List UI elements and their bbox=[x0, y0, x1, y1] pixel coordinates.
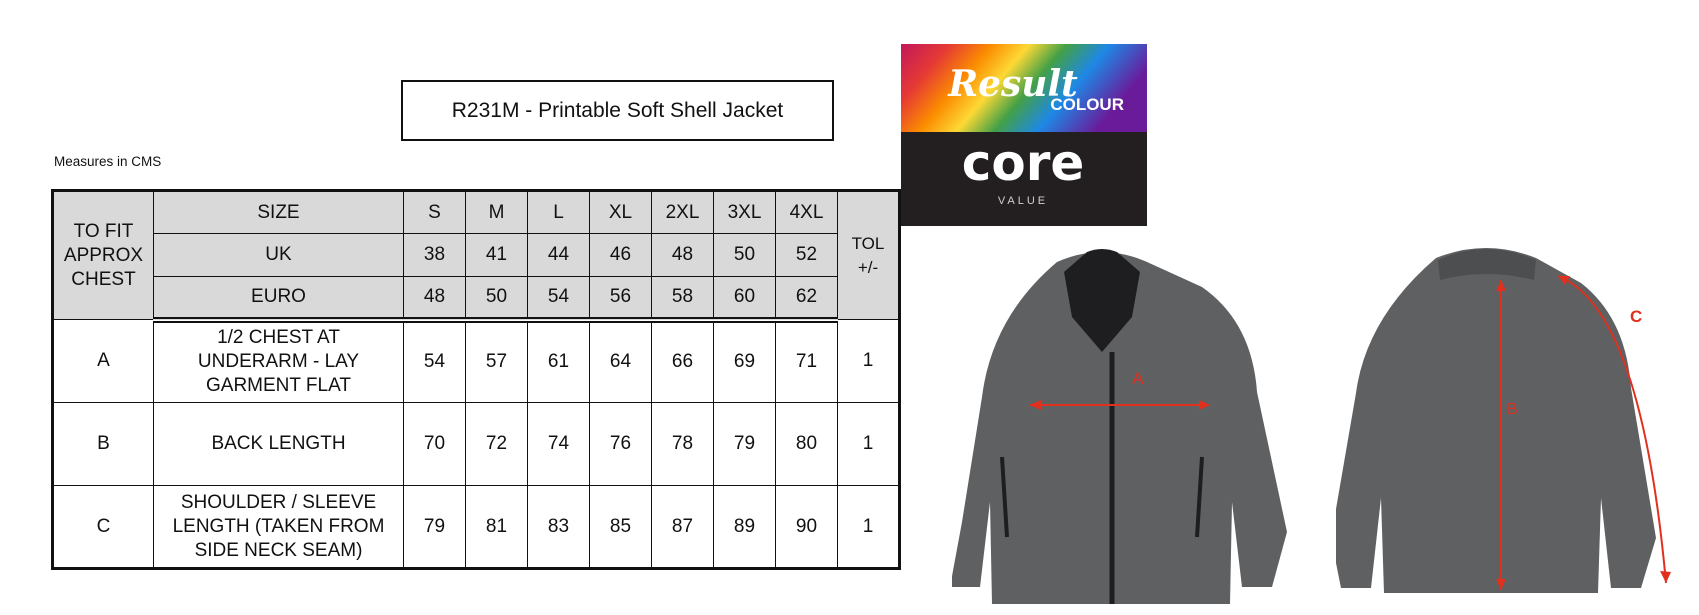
value-cell: 80 bbox=[776, 403, 838, 486]
value-cell: 66 bbox=[652, 320, 714, 403]
svg-text:core: core bbox=[961, 134, 1085, 192]
table-row bbox=[53, 403, 900, 486]
value-cell: 89 bbox=[714, 486, 776, 569]
euro-cell: 62 bbox=[776, 277, 838, 320]
value-cell: 70 bbox=[404, 403, 466, 486]
tolerance-cell: 1 bbox=[838, 320, 900, 403]
value-cell: 79 bbox=[404, 486, 466, 569]
uk-cell: 44 bbox=[528, 234, 590, 277]
product-title-text: R231M - Printable Soft Shell Jacket bbox=[451, 98, 784, 122]
value-cell: 74 bbox=[528, 403, 590, 486]
table-row bbox=[53, 320, 900, 403]
value-cell: 57 bbox=[466, 320, 528, 403]
row-code: B bbox=[53, 403, 154, 486]
row-description: BACK LENGTH bbox=[154, 403, 404, 486]
product-title bbox=[401, 80, 834, 141]
value-cell: 79 bbox=[714, 403, 776, 486]
size-cell: XL bbox=[590, 191, 652, 234]
table-row bbox=[53, 486, 900, 569]
tolerance-cell: 1 bbox=[838, 486, 900, 569]
value-cell: 54 bbox=[404, 320, 466, 403]
value-cell: 72 bbox=[466, 403, 528, 486]
svg-text:VALUE: VALUE bbox=[997, 195, 1049, 207]
size-cell: 2XL bbox=[652, 191, 714, 234]
euro-header: EURO bbox=[154, 277, 404, 320]
jacket-back-image bbox=[1336, 238, 1676, 612]
size-cell: 4XL bbox=[776, 191, 838, 234]
uk-cell: 50 bbox=[714, 234, 776, 277]
value-cell: 71 bbox=[776, 320, 838, 403]
result-core-logo bbox=[901, 44, 1147, 226]
uk-cell: 48 bbox=[652, 234, 714, 277]
euro-cell: 56 bbox=[590, 277, 652, 320]
uk-header: UK bbox=[154, 234, 404, 277]
euro-cell: 48 bbox=[404, 277, 466, 320]
value-cell: 64 bbox=[590, 320, 652, 403]
units-note: Measures in CMS bbox=[54, 154, 162, 169]
euro-cell: 58 bbox=[652, 277, 714, 320]
uk-cell: 46 bbox=[590, 234, 652, 277]
row-code: A bbox=[53, 320, 154, 403]
euro-cell: 60 bbox=[714, 277, 776, 320]
value-cell: 85 bbox=[590, 486, 652, 569]
row-code: C bbox=[53, 486, 154, 569]
size-cell: 3XL bbox=[714, 191, 776, 234]
uk-cell: 38 bbox=[404, 234, 466, 277]
jacket-front-image bbox=[952, 232, 1292, 612]
measure-label-c: C bbox=[1630, 307, 1643, 326]
row-description: SHOULDER / SLEEVE LENGTH (TAKEN FROM SIDE NECK SEAM) bbox=[154, 486, 404, 569]
svg-text:Result: Result bbox=[948, 63, 1078, 105]
size-chart-table bbox=[51, 189, 901, 570]
uk-cell: 41 bbox=[466, 234, 528, 277]
size-cell: L bbox=[528, 191, 590, 234]
measure-label-b: B bbox=[1507, 401, 1518, 418]
size-header: SIZE bbox=[154, 191, 404, 234]
value-cell: 83 bbox=[528, 486, 590, 569]
value-cell: 61 bbox=[528, 320, 590, 403]
euro-cell: 54 bbox=[528, 277, 590, 320]
fit-chest-header: TO FIT APPROX CHEST bbox=[53, 191, 154, 320]
svg-text:COLOUR: COLOUR bbox=[1050, 95, 1124, 114]
tolerance-header: TOL +/- bbox=[838, 191, 900, 320]
value-cell: 76 bbox=[590, 403, 652, 486]
size-cell: S bbox=[404, 191, 466, 234]
uk-cell: 52 bbox=[776, 234, 838, 277]
row-description: 1/2 CHEST AT UNDERARM - LAY GARMENT FLAT bbox=[154, 320, 404, 403]
value-cell: 87 bbox=[652, 486, 714, 569]
size-cell: M bbox=[466, 191, 528, 234]
measure-label-a: A bbox=[1132, 369, 1144, 388]
value-cell: 81 bbox=[466, 486, 528, 569]
value-cell: 69 bbox=[714, 320, 776, 403]
value-cell: 78 bbox=[652, 403, 714, 486]
value-cell: 90 bbox=[776, 486, 838, 569]
tolerance-cell: 1 bbox=[838, 403, 900, 486]
euro-cell: 50 bbox=[466, 277, 528, 320]
